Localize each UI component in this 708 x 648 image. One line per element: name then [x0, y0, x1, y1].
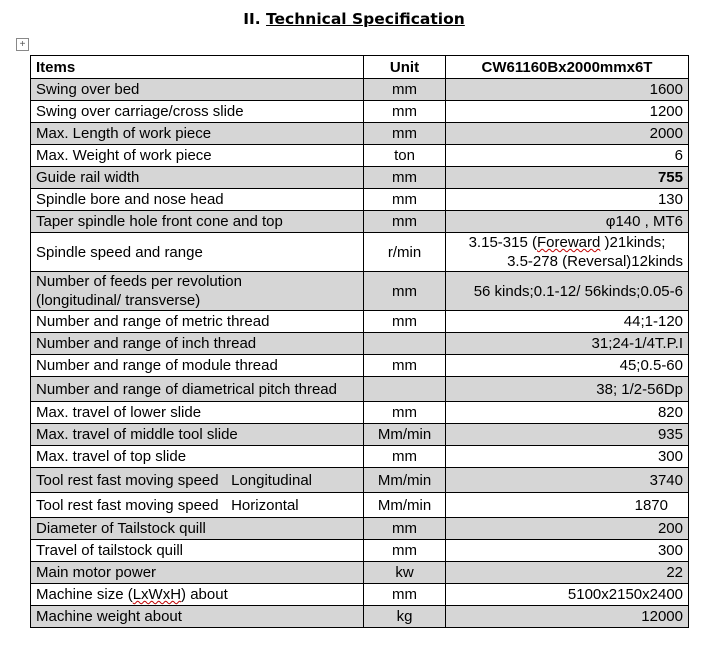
table-row: [31, 272, 689, 311]
item-cell: Number and range of module thread: [31, 355, 364, 377]
value-line-2: 3.5-278 (Reversal)12kinds: [507, 253, 683, 270]
value-cell: [446, 233, 689, 272]
value-cell: 2000: [446, 123, 689, 145]
unit-cell: mm: [364, 311, 446, 333]
table-row: [31, 562, 689, 584]
unit-cell: mm: [364, 402, 446, 424]
unit-cell: kw: [364, 562, 446, 584]
unit-cell: ton: [364, 145, 446, 167]
unit-cell: mm: [364, 123, 446, 145]
table-row: [31, 311, 689, 333]
unit-cell: mm: [364, 446, 446, 468]
table-row: [31, 167, 689, 189]
item-cell: Diameter of Tailstock quill: [31, 518, 364, 540]
value-cell: 935: [446, 424, 689, 446]
table-row: [31, 468, 689, 493]
table-row: [31, 211, 689, 233]
table-row: [31, 446, 689, 468]
header-items: Items: [31, 56, 364, 79]
table-row: [31, 233, 689, 272]
unit-cell: mm: [364, 189, 446, 211]
item-cell: Swing over carriage/cross slide: [31, 101, 364, 123]
value-cell: 45;0.5-60: [446, 355, 689, 377]
item-cell: Number and range of metric thread: [31, 311, 364, 333]
value-cell: 755: [446, 167, 689, 189]
item-line-1: Number of feeds per revolution: [36, 273, 242, 290]
header-model: CW61160Bx2000mmx6T: [446, 56, 689, 79]
unit-cell: Mm/min: [364, 424, 446, 446]
value-cell: 300: [446, 540, 689, 562]
table-row: [31, 493, 689, 518]
value-cell: 300: [446, 446, 689, 468]
item-cell: Travel of tailstock quill: [31, 540, 364, 562]
unit-cell: [364, 377, 446, 402]
value-cell: 12000: [446, 606, 689, 628]
value-cell: 56 kinds;0.1-12/ 56kinds;0.05-6: [446, 272, 689, 311]
item-cell: Machine size (LxWxH) about: [31, 584, 364, 606]
unit-cell: mm: [364, 211, 446, 233]
item-cell: Number and range of diametrical pitch thread: [31, 377, 364, 402]
unit-cell: [364, 333, 446, 355]
value-cell: 130: [446, 189, 689, 211]
item-cell: Max. Weight of work piece: [31, 145, 364, 167]
unit-cell: mm: [364, 355, 446, 377]
item-line-2: (longitudinal/ transverse): [36, 292, 201, 309]
item-cell: [31, 272, 364, 311]
item-cell: Max. Length of work piece: [31, 123, 364, 145]
value-cell: 1200: [446, 101, 689, 123]
item-cell: Max. travel of top slide: [31, 446, 364, 468]
value-cell: 5100x2150x2400: [446, 584, 689, 606]
table-move-handle-icon[interactable]: +: [16, 38, 29, 51]
header-unit: Unit: [364, 56, 446, 79]
item-cell: Machine weight about: [31, 606, 364, 628]
table-row: [31, 540, 689, 562]
value-cell: 1600: [446, 79, 689, 101]
unit-cell: r/min: [364, 233, 446, 272]
value-cell: 200: [446, 518, 689, 540]
spec-table: [30, 55, 689, 628]
document-title: [0, 10, 708, 28]
unit-cell: mm: [364, 584, 446, 606]
table-row: [31, 79, 689, 101]
item-cell: Main motor power: [31, 562, 364, 584]
table-row: [31, 189, 689, 211]
table-row: [31, 333, 689, 355]
table-row: [31, 518, 689, 540]
item-cell: Spindle speed and range: [31, 233, 364, 272]
title-text: Technical Specification: [266, 10, 465, 28]
table-row: [31, 402, 689, 424]
table-row: [31, 101, 689, 123]
unit-cell: mm: [364, 79, 446, 101]
item-cell: Number and range of inch thread: [31, 333, 364, 355]
unit-cell: mm: [364, 540, 446, 562]
value-cell: 31;24-1/4T.P.I: [446, 333, 689, 355]
value-cell: 3740: [446, 468, 689, 493]
table-row: [31, 145, 689, 167]
value-cell: 820: [446, 402, 689, 424]
item-cell: Max. travel of middle tool slide: [31, 424, 364, 446]
item-cell: Tool rest fast moving speed Horizontal: [31, 493, 364, 518]
table-row: [31, 377, 689, 402]
item-cell: Tool rest fast moving speed Longitudinal: [31, 468, 364, 493]
table-row: [31, 123, 689, 145]
unit-cell: mm: [364, 101, 446, 123]
value-cell: 38; 1/2-56Dp: [446, 377, 689, 402]
value-cell: 22: [446, 562, 689, 584]
spellcheck-word: LxWxH: [132, 586, 182, 603]
table-row: [31, 606, 689, 628]
unit-cell: mm: [364, 167, 446, 189]
unit-cell: Mm/min: [364, 493, 446, 518]
spellcheck-word: Foreward: [536, 234, 601, 251]
table-header-row: [31, 56, 689, 79]
value-cell: 1870: [446, 493, 689, 518]
item-cell: Taper spindle hole front cone and top: [31, 211, 364, 233]
item-cell: Max. travel of lower slide: [31, 402, 364, 424]
item-cell: Spindle bore and nose head: [31, 189, 364, 211]
item-cell: Guide rail width: [31, 167, 364, 189]
title-number: II.: [243, 10, 261, 28]
unit-cell: Mm/min: [364, 468, 446, 493]
item-cell: Swing over bed: [31, 79, 364, 101]
table-row: [31, 355, 689, 377]
unit-cell: kg: [364, 606, 446, 628]
unit-cell: mm: [364, 518, 446, 540]
value-cell: 6: [446, 145, 689, 167]
value-cell: 44;1-120: [446, 311, 689, 333]
value-cell: φ140 , MT6: [446, 211, 689, 233]
value-line-1: 3.15-315 (Foreward )21kinds;: [468, 234, 666, 251]
unit-cell: mm: [364, 272, 446, 311]
table-row: [31, 584, 689, 606]
table-row: [31, 424, 689, 446]
